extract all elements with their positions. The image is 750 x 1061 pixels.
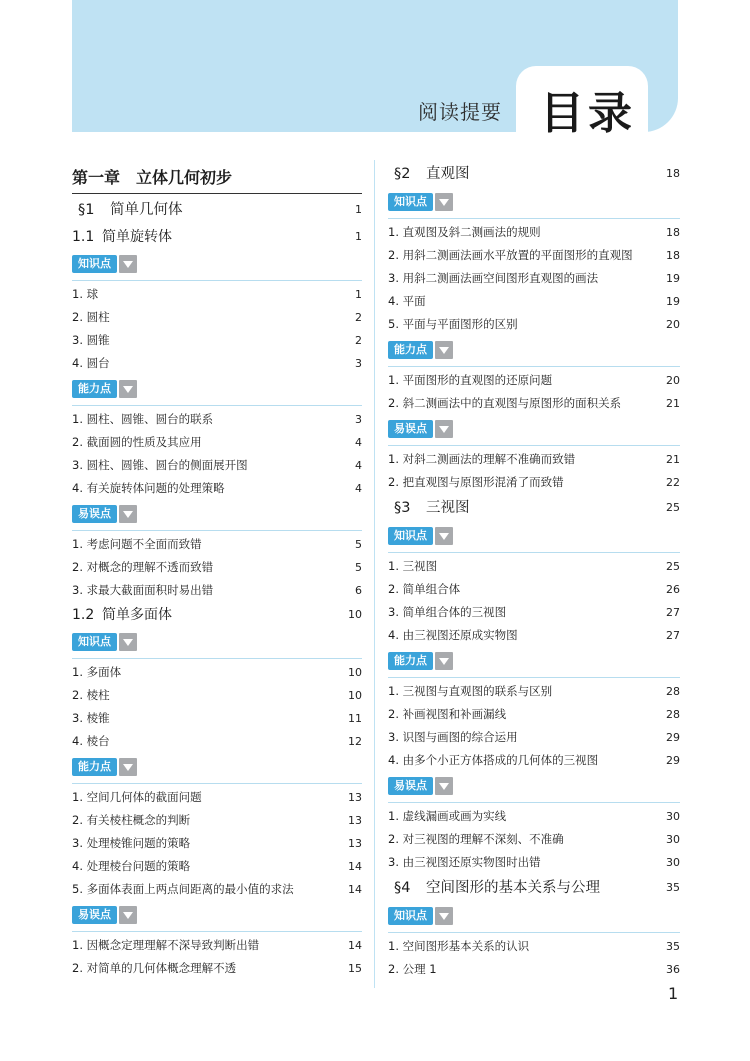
toc-item-title: 1. 空间几何体的截面问题: [72, 790, 202, 804]
toc-item[interactable]: [388, 392, 680, 415]
toc-item-title: 3. 圆柱、圆锥、圆台的侧面展开图: [72, 458, 248, 472]
toc-subsection[interactable]: [72, 602, 362, 628]
page-number: 1: [668, 984, 679, 1003]
toc-item[interactable]: [72, 855, 362, 878]
triangle-down-icon: [435, 527, 453, 545]
toc-item-title: 2. 棱柱: [72, 688, 110, 702]
category-tag: [388, 188, 680, 216]
tag-divider: [388, 552, 680, 553]
toc-page-number: 11: [348, 712, 362, 725]
toc-item[interactable]: [72, 454, 362, 477]
toc-item-title: 2. 公理 1: [388, 962, 437, 976]
chapter-title: 第一章 立体几何初步: [72, 168, 233, 187]
toc-item[interactable]: [72, 684, 362, 707]
toc-item[interactable]: [72, 730, 362, 753]
toc-entry-number: 1.1: [72, 229, 95, 245]
toc-page-number: 25: [666, 560, 680, 573]
triangle-down-icon: [119, 380, 137, 398]
toc-entry-title: 三视图: [426, 500, 470, 516]
triangle-down-icon: [119, 758, 137, 776]
chapter-underline: [72, 193, 362, 194]
toc-page-number: 3: [355, 413, 362, 426]
toc-item-title: 3. 圆锥: [72, 333, 110, 347]
toc-item-title: 4. 由三视图还原成实物图: [388, 628, 518, 642]
toc-item[interactable]: [388, 680, 680, 703]
toc-item-title: 4. 由多个小正方体搭成的几何体的三视图: [388, 753, 599, 767]
toc-section[interactable]: [388, 874, 680, 902]
toc-item-title: 2. 有关棱柱概念的判断: [72, 813, 191, 827]
toc-entry-number: 1.2: [72, 607, 95, 623]
toc-page-number: 19: [666, 295, 680, 308]
toc-item-title: 4. 棱台: [72, 734, 110, 748]
toc-page-number: 10: [348, 608, 362, 621]
triangle-down-icon: [435, 341, 453, 359]
toc-item-title: 3. 识图与画图的综合运用: [388, 730, 518, 744]
category-tag-label: 知识点: [388, 907, 433, 925]
toc-page-number: 20: [666, 318, 680, 331]
toc-item[interactable]: [388, 471, 680, 494]
toc-item-title: 4. 处理棱台问题的策略: [72, 859, 191, 873]
toc-item-title: 1. 多面体: [72, 665, 122, 679]
toc-entry-number: §1: [78, 202, 95, 218]
toc-item-title: 1. 平面图形的直观图的还原问题: [388, 373, 553, 387]
category-tag: [388, 522, 680, 550]
toc-page-number: 21: [666, 397, 680, 410]
toc-page-number: 36: [666, 963, 680, 976]
tag-divider: [72, 280, 362, 281]
toc-item[interactable]: [72, 306, 362, 329]
toc-item-title: 2. 圆柱: [72, 310, 110, 324]
category-tag-label: 知识点: [72, 633, 117, 651]
toc-item[interactable]: [388, 935, 680, 958]
toc-page-number: 14: [348, 883, 362, 896]
toc-page-number: 27: [666, 606, 680, 619]
toc-item[interactable]: [72, 878, 362, 901]
category-tag: [388, 772, 680, 800]
category-tag: [72, 250, 362, 278]
toc-entry-number: §2: [394, 166, 411, 182]
toc-item[interactable]: [388, 555, 680, 578]
toc-page-number: 28: [666, 708, 680, 721]
header-subtitle: 阅读提要: [418, 100, 502, 124]
toc-entry-title: 直观图: [426, 166, 470, 182]
toc-item[interactable]: [388, 244, 680, 267]
tag-divider: [72, 530, 362, 531]
category-tag-label: 易误点: [72, 505, 117, 523]
category-tag: [388, 336, 680, 364]
category-tag: [72, 628, 362, 656]
toc-item-title: 1. 三视图与直观图的联系与区别: [388, 684, 553, 698]
toc-item-title: 5. 多面体表面上两点间距离的最小值的求法: [72, 882, 294, 896]
toc-page-number: 4: [355, 436, 362, 449]
category-tag-label: 能力点: [72, 380, 117, 398]
category-tag: [388, 647, 680, 675]
toc-page-number: 13: [348, 814, 362, 827]
triangle-down-icon: [119, 255, 137, 273]
category-tag: [388, 902, 680, 930]
toc-item-title: 1. 对斜二测画法的理解不准确而致错: [388, 452, 576, 466]
toc-page-number: 25: [666, 501, 680, 514]
category-tag-label: 易误点: [388, 777, 433, 795]
triangle-down-icon: [119, 633, 137, 651]
toc-item-title: 1. 空间图形基本关系的认识: [388, 939, 530, 953]
toc-page-number: 2: [355, 334, 362, 347]
toc-item[interactable]: [388, 369, 680, 392]
toc-page-number: 26: [666, 583, 680, 596]
toc-item-title: 3. 求最大截面面积时易出错: [72, 583, 214, 597]
toc-item[interactable]: [388, 221, 680, 244]
toc-left-column: [72, 160, 362, 980]
triangle-down-icon: [435, 777, 453, 795]
toc-item[interactable]: [72, 661, 362, 684]
toc-page-number: 1: [355, 203, 362, 216]
toc-page-number: 5: [355, 561, 362, 574]
tag-divider: [388, 218, 680, 219]
toc-item[interactable]: [388, 267, 680, 290]
toc-item[interactable]: [72, 556, 362, 579]
toc-page-number: 35: [666, 881, 680, 894]
toc-entry-title: 简单多面体: [102, 607, 172, 623]
toc-item[interactable]: [388, 313, 680, 336]
toc-page-number: 22: [666, 476, 680, 489]
toc-page-number: 4: [355, 482, 362, 495]
toc-page-number: 28: [666, 685, 680, 698]
category-tag: [72, 500, 362, 528]
triangle-down-icon: [435, 420, 453, 438]
toc-item-title: 3. 处理棱锥问题的策略: [72, 836, 191, 850]
tag-divider: [72, 783, 362, 784]
toc-page-number: 30: [666, 856, 680, 869]
toc-page-number: 15: [348, 962, 362, 975]
toc-item[interactable]: [388, 851, 680, 874]
category-tag: [72, 901, 362, 929]
toc-item-title: 1. 直观图及斜二测画法的规则: [388, 225, 541, 239]
tag-divider: [388, 677, 680, 678]
toc-item-title: 2. 截面圆的性质及其应用: [72, 435, 202, 449]
toc-item-title: 4. 圆台: [72, 356, 110, 370]
toc-item-title: 2. 对概念的理解不透而致错: [72, 560, 214, 574]
toc-item[interactable]: [72, 352, 362, 375]
toc-page-number: 14: [348, 939, 362, 952]
triangle-down-icon: [119, 906, 137, 924]
toc-item[interactable]: [388, 703, 680, 726]
toc-item-title: 2. 简单组合体: [388, 582, 461, 596]
toc-item-title: 1. 考虑问题不全面而致错: [72, 537, 202, 551]
toc-item[interactable]: [72, 533, 362, 556]
category-tag-label: 易误点: [388, 420, 433, 438]
toc-item-title: 3. 棱锥: [72, 711, 110, 725]
toc-item[interactable]: [388, 828, 680, 851]
toc-item[interactable]: [72, 707, 362, 730]
toc-item[interactable]: [72, 786, 362, 809]
column-divider: [374, 160, 375, 988]
toc-entry-title: 简单旋转体: [102, 229, 172, 245]
toc-page-number: 18: [666, 249, 680, 262]
toc-item-title: 2. 对三视图的理解不深刻、不准确: [388, 832, 564, 846]
toc-page-number: 6: [355, 584, 362, 597]
toc-item-title: 1. 圆柱、圆锥、圆台的联系: [72, 412, 214, 426]
toc-item[interactable]: [388, 749, 680, 772]
toc-page-number: 10: [348, 666, 362, 679]
toc-page-number: 14: [348, 860, 362, 873]
toc-page-number: 1: [355, 288, 362, 301]
toc-item[interactable]: [388, 805, 680, 828]
toc-page-number: 12: [348, 735, 362, 748]
toc-section[interactable]: [72, 196, 362, 224]
toc-page-number: 3: [355, 357, 362, 370]
toc-item[interactable]: [72, 957, 362, 980]
toc-item-title: 4. 平面: [388, 294, 426, 308]
toc-item-title: 1. 三视图: [388, 559, 438, 573]
triangle-down-icon: [435, 193, 453, 211]
toc-page-number: 30: [666, 833, 680, 846]
toc-item[interactable]: [388, 448, 680, 471]
toc-page-number: 5: [355, 538, 362, 551]
tag-divider: [388, 445, 680, 446]
category-tag-label: 知识点: [72, 255, 117, 273]
toc-item[interactable]: [72, 408, 362, 431]
toc-right-column: [388, 160, 680, 981]
tag-divider: [72, 405, 362, 406]
tag-divider: [72, 658, 362, 659]
toc-section[interactable]: [388, 160, 680, 188]
triangle-down-icon: [435, 907, 453, 925]
toc-item-title: 2. 补画视图和补画漏线: [388, 707, 507, 721]
tag-divider: [388, 932, 680, 933]
toc-item[interactable]: [72, 329, 362, 352]
toc-section[interactable]: [388, 494, 680, 522]
toc-item[interactable]: [72, 477, 362, 500]
toc-page-number: 18: [666, 167, 680, 180]
toc-page-number: 18: [666, 226, 680, 239]
tag-divider: [388, 366, 680, 367]
page-title: 目录: [540, 88, 636, 139]
category-tag-label: 知识点: [388, 193, 433, 211]
toc-item-title: 1. 因概念定理理解不深导致判断出错: [72, 938, 260, 952]
toc-page-number: 27: [666, 629, 680, 642]
toc-item-title: 3. 由三视图还原实物图时出错: [388, 855, 541, 869]
toc-item-title: 3. 简单组合体的三视图: [388, 605, 507, 619]
triangle-down-icon: [119, 505, 137, 523]
toc-page-number: 20: [666, 374, 680, 387]
toc-page-number: 29: [666, 754, 680, 767]
toc-item[interactable]: [72, 431, 362, 454]
toc-page-number: 19: [666, 272, 680, 285]
category-tag: [72, 375, 362, 403]
toc-item-title: 3. 用斜二测画法画空间图形直观图的画法: [388, 271, 599, 285]
tag-divider: [72, 931, 362, 932]
toc-item[interactable]: [388, 578, 680, 601]
toc-page-number: 4: [355, 459, 362, 472]
toc-item-title: 2. 把直观图与原图形混淆了而致错: [388, 475, 564, 489]
toc-page-number: 13: [348, 837, 362, 850]
category-tag: [72, 753, 362, 781]
category-tag: [388, 415, 680, 443]
category-tag-label: 能力点: [72, 758, 117, 776]
toc-entry-title: 简单几何体: [110, 202, 183, 218]
toc-item[interactable]: [72, 934, 362, 957]
toc-item[interactable]: [388, 624, 680, 647]
category-tag-label: 易误点: [72, 906, 117, 924]
toc-item[interactable]: [72, 579, 362, 602]
category-tag-label: 能力点: [388, 341, 433, 359]
toc-item[interactable]: [72, 809, 362, 832]
chapter-heading: [72, 160, 362, 196]
toc-item[interactable]: [388, 601, 680, 624]
toc-item-title: 2. 斜二测画法中的直观图与原图形的面积关系: [388, 396, 622, 410]
toc-item-title: 1. 虚线漏画或画为实线: [388, 809, 507, 823]
toc-item[interactable]: [388, 726, 680, 749]
toc-item[interactable]: [72, 283, 362, 306]
category-tag-label: 能力点: [388, 652, 433, 670]
toc-item-title: 4. 有关旋转体问题的处理策略: [72, 481, 225, 495]
toc-entry-number: §4: [394, 880, 411, 896]
toc-page-number: 10: [348, 689, 362, 702]
toc-item[interactable]: [388, 958, 680, 981]
toc-page-number: 13: [348, 791, 362, 804]
toc-entry-title: 空间图形的基本关系与公理: [426, 880, 600, 896]
toc-item-title: 1. 球: [72, 287, 99, 301]
toc-page-number: 21: [666, 453, 680, 466]
toc-page-number: 2: [355, 311, 362, 324]
toc-page-number: 30: [666, 810, 680, 823]
toc-page-number: 35: [666, 940, 680, 953]
toc-page-number: 29: [666, 731, 680, 744]
toc-entry-number: §3: [394, 500, 411, 516]
category-tag-label: 知识点: [388, 527, 433, 545]
toc-item-title: 5. 平面与平面图形的区别: [388, 317, 518, 331]
toc-page-number: 1: [355, 230, 362, 243]
toc-item-title: 2. 对简单的几何体概念理解不透: [72, 961, 237, 975]
toc-item[interactable]: [72, 832, 362, 855]
toc-item-title: 2. 用斜二测画法画水平放置的平面图形的直观图: [388, 248, 633, 262]
tag-divider: [388, 802, 680, 803]
triangle-down-icon: [435, 652, 453, 670]
toc-item[interactable]: [388, 290, 680, 313]
toc-subsection[interactable]: [72, 224, 362, 250]
